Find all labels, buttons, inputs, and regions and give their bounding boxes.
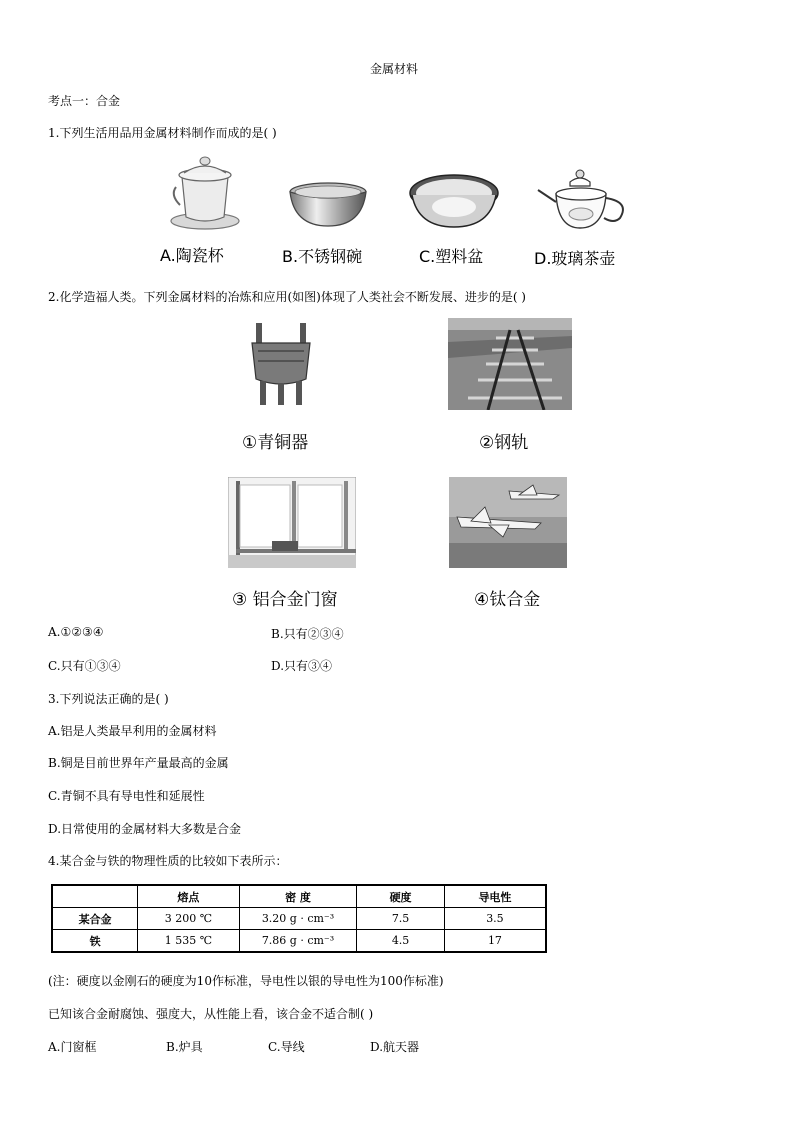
q2-image3-caption: ③ 铝合金门窗: [232, 590, 338, 610]
q4-option-b: B.炉具: [166, 1040, 203, 1054]
q1-stem: 1.下列生活用品用金属材料制作而成的是( ): [48, 126, 277, 140]
q1-option-b-caption: B.不锈钢碗: [282, 247, 363, 266]
table-row: [52, 930, 546, 953]
table-row: [52, 908, 546, 930]
q2-option-b: B.只有②③④: [271, 627, 344, 641]
table-header-cell: 硬度: [357, 885, 445, 908]
q1-option-c-caption: C.塑料盆: [419, 247, 484, 266]
q1-option-a-caption: A.陶瓷杯: [160, 246, 224, 265]
table-header-cell: 密 度: [239, 885, 357, 908]
table-header-cell: 导电性: [444, 885, 546, 908]
q4-stem: 4.某合金与铁的物理性质的比较如下表所示：: [48, 854, 288, 868]
jet-aircraft-image: [449, 477, 567, 568]
table-cell: 17: [444, 930, 546, 953]
q2-option-d: D.只有③④: [271, 659, 333, 673]
q2-image1-caption: ①青铜器: [242, 433, 309, 453]
glass-teapot-image: [534, 168, 632, 234]
properties-table: [51, 884, 547, 953]
q4-note: (注：硬度以金刚石的硬度为10作标准，导电性以银的导电性为100作标准): [48, 974, 444, 988]
plastic-basin-image: [408, 173, 500, 231]
q2-option-c: C.只有①③④: [48, 659, 121, 673]
bronze-vessel-image: [248, 321, 314, 407]
q4-option-a: A.门窗框: [48, 1040, 97, 1054]
q3-stem: 3.下列说法正确的是( ): [48, 692, 169, 706]
page-title: 金属材料: [370, 62, 419, 76]
table-header-row: [52, 885, 546, 908]
table-cell: 3.20 g · cm⁻³: [239, 908, 357, 930]
q2-option-a: A.①②③④: [48, 625, 104, 639]
q4-question: 已知该合金耐腐蚀、强度大，从性能上看，该合金不适合制( ): [48, 1007, 374, 1021]
stainless-bowl-image: [288, 182, 368, 230]
porcelain-cup-image: [168, 155, 242, 233]
q3-option-c: C.青铜不具有导电性和延展性: [48, 789, 205, 803]
table-cell: 铁: [52, 930, 138, 953]
table-cell: 7.86 g · cm⁻³: [239, 930, 357, 953]
q4-option-c: C.导线: [268, 1040, 305, 1054]
steel-rail-image: [448, 318, 572, 410]
section-heading: 考点一：合金: [48, 94, 121, 108]
q1-option-d-caption: D.玻璃茶壶: [534, 249, 616, 268]
table-cell: 某合金: [52, 908, 138, 930]
table-header-cell: [52, 885, 138, 908]
q3-option-d: D.日常使用的金属材料大多数是合金: [48, 822, 242, 836]
table-cell: 7.5: [357, 908, 445, 930]
q2-image2-caption: ②钢轨: [479, 433, 529, 453]
q3-option-a: A.铝是人类最早利用的金属材料: [48, 724, 217, 738]
aluminum-window-image: [228, 477, 356, 568]
q4-option-d: D.航天器: [370, 1040, 420, 1054]
q2-stem: 2.化学造福人类。下列金属材料的冶炼和应用(如图)体现了人类社会不断发展、进步的是( ): [48, 290, 526, 304]
table-cell: 3.5: [444, 908, 546, 930]
q2-image4-caption: ④钛合金: [474, 590, 541, 610]
table-cell: 4.5: [357, 930, 445, 953]
q3-option-b: B.铜是目前世界年产量最高的金属: [48, 756, 229, 770]
table-cell: 3 200 ℃: [138, 908, 240, 930]
table-header-cell: 熔点: [138, 885, 240, 908]
table-cell: 1 535 ℃: [138, 930, 240, 953]
